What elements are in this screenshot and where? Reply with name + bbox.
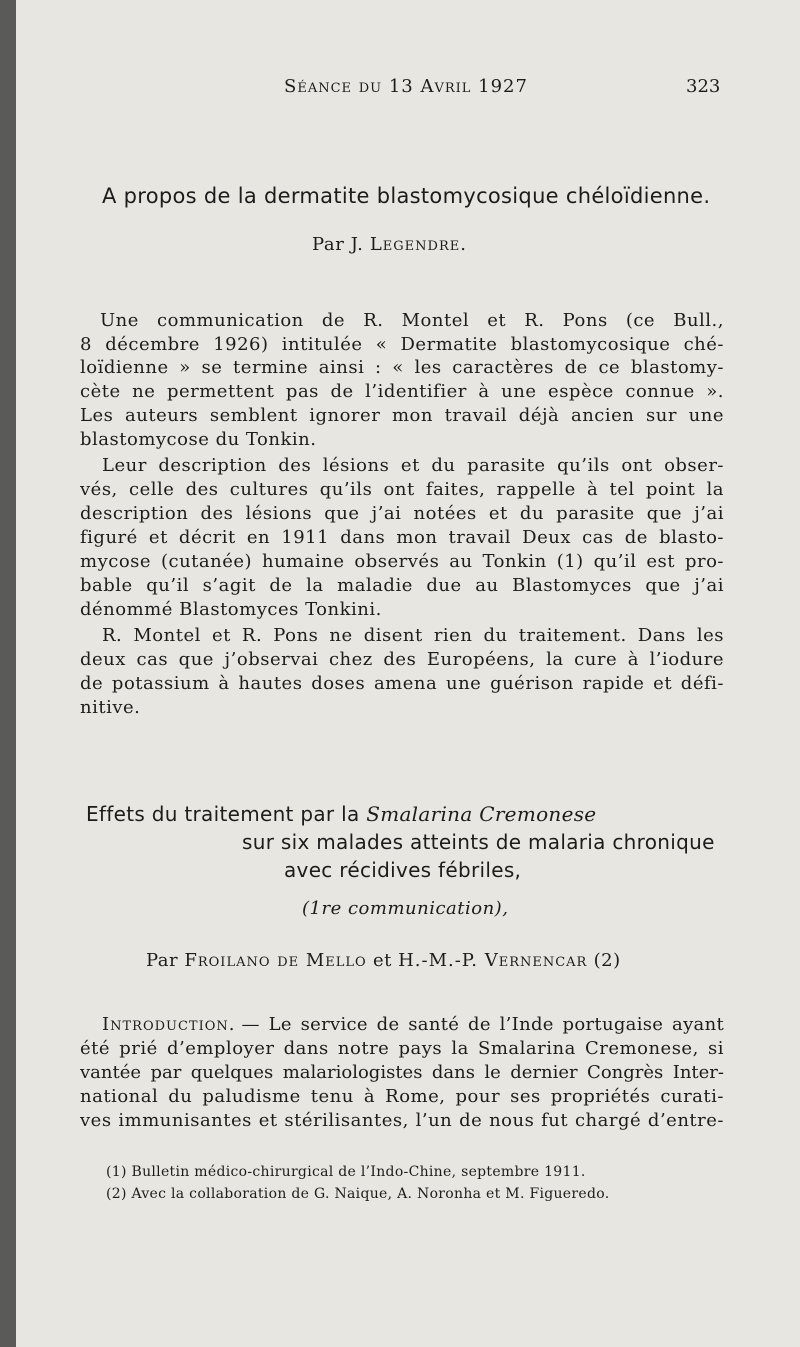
- text-line: dénommé Blastomyces Tonkini.: [80, 599, 382, 620]
- text-line: vantée par quelques malariologistes dans le dernier Congrès Inter-: [80, 1062, 724, 1083]
- footnote: (1) Bulletin médico-chirurgical de l’Indo-Chine, septembre 1911.: [106, 1164, 586, 1180]
- text-line: figuré et décrit en 1911 dans mon travail Deux cas de blasto-: [80, 527, 724, 548]
- text-line: national du paludisme tenu à Rome, pour ses propriétés curati-: [80, 1086, 724, 1107]
- title-drug-name: Smalarina Cremonese: [366, 802, 597, 826]
- article2-subtitle: (1re communication),: [302, 898, 509, 919]
- author-name: Legendre.: [369, 234, 467, 255]
- text-line: Une communication de R. Montel et R. Pons (ce Bull.,: [100, 310, 724, 331]
- title-line: sur six malades atteints de malaria chronique: [242, 830, 715, 854]
- title-line: avec récidives fébriles,: [284, 858, 522, 882]
- text-line: Leur description des lésions et du parasite qu’ils ont obser-: [102, 455, 724, 476]
- text-line: R. Montel et R. Pons ne disent rien du traitement. Dans les: [102, 625, 724, 646]
- article1-byline: [312, 234, 467, 255]
- author-name: Froilano de Mello: [184, 950, 367, 971]
- title-text: Effets du traitement par la: [86, 802, 360, 826]
- text-line: loïdienne » se termine ainsi : « les caractères de ce blastomy-: [80, 357, 724, 378]
- section-label: Introduction.: [102, 1014, 236, 1035]
- text-line: de potassium à hautes doses amena une guérison rapide et défi-: [80, 673, 724, 694]
- byline-par: Par J.: [312, 234, 364, 255]
- page-header: [16, 76, 800, 106]
- journal-page: [16, 0, 800, 1347]
- text-line: bable qu’il s’agit de la maladie due au Blastomyces que j’ai: [80, 575, 724, 596]
- text-line: nitive.: [80, 697, 141, 718]
- title-line: [86, 802, 596, 826]
- text-line: vés, celle des cultures qu’ils ont faites, rappelle à tel point la: [80, 479, 724, 500]
- text-line: été prié d’employer dans notre pays la Smalarina Cremonese, si: [80, 1038, 724, 1059]
- text-line: blastomycose du Tonkin.: [80, 429, 317, 450]
- text-line: deux cas que j’observai chez des Européens, la cure à l’iodure: [80, 649, 724, 670]
- article2-byline: [146, 950, 621, 971]
- text-line-rest: — Le service de santé de l’Inde portugaise ayant: [241, 1014, 724, 1035]
- text-line: [102, 1014, 724, 1035]
- article1-title: A propos de la dermatite blastomycosique chéloïdienne.: [102, 184, 711, 208]
- running-title: Séance du 13 Avril 1927: [284, 76, 528, 97]
- page-number: 323: [686, 76, 721, 97]
- byline-par: Par: [146, 950, 179, 971]
- author-name: H.-M.-P. Vernencar: [398, 950, 588, 971]
- text-line: 8 décembre 1926) intitulée « Dermatite blastomycosique ché-: [80, 334, 724, 355]
- text-line: Les auteurs semblent ignorer mon travail déjà ancien sur une: [80, 405, 724, 426]
- text-line: mycose (cutanée) humaine observés au Tonkin (1) qu’il est pro-: [80, 551, 724, 572]
- byline-et: et: [372, 950, 392, 971]
- text-line: ves immunisantes et stérilisantes, l’un de nous fut chargé d’entre-: [80, 1110, 724, 1131]
- footnote-ref: (2): [593, 950, 621, 971]
- text-line: cète ne permettent pas de l’identifier à une espèce connue ».: [80, 381, 724, 402]
- footnote: (2) Avec la collaboration de G. Naique, A. Noronha et M. Figueredo.: [106, 1186, 610, 1202]
- text-line: description des lésions que j’ai notées et du parasite que j’ai: [80, 503, 724, 524]
